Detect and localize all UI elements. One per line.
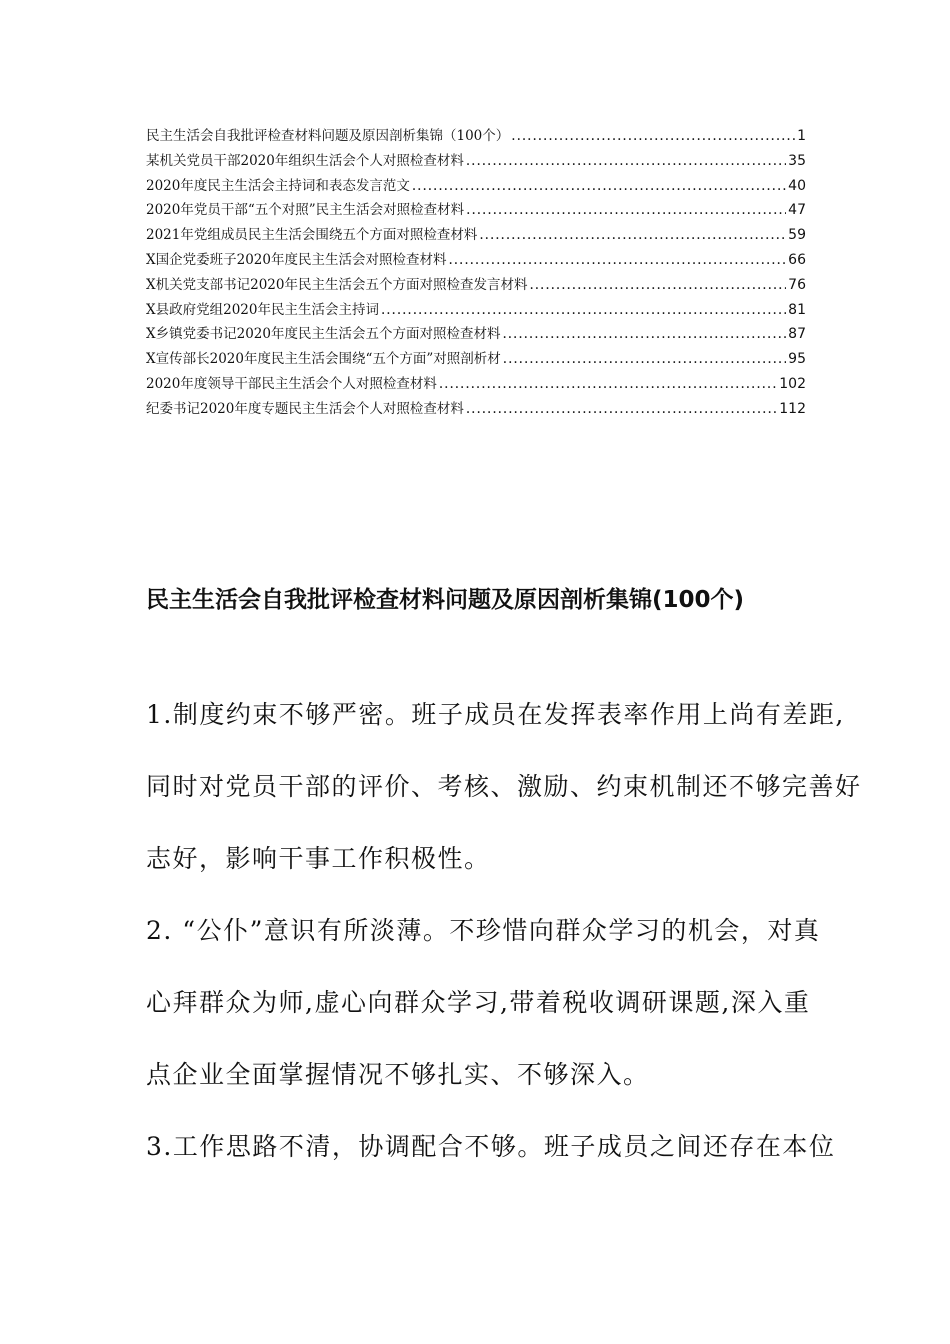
toc-entry[interactable] bbox=[146, 124, 806, 149]
toc-dot-leader bbox=[503, 347, 786, 372]
toc-entry-title: 2020年度民主生活会主持词和表态发言范文 bbox=[146, 177, 410, 194]
toc-entry[interactable] bbox=[146, 322, 806, 347]
toc-entry-page: 35 bbox=[788, 152, 806, 169]
toc-entry-title: X乡镇党委书记2020年度民主生活会五个方面对照检查材料 bbox=[146, 326, 501, 343]
body-text bbox=[146, 690, 862, 1194]
toc-entry[interactable] bbox=[146, 198, 806, 223]
toc-dot-leader bbox=[439, 372, 777, 397]
body-line: 点企业全面掌握情况不够扎实、不够深入。 bbox=[146, 1060, 650, 1089]
body-line: 1.制度约束不够严密。班子成员在发挥表率作用上尚有差距, bbox=[146, 700, 845, 729]
toc-entry[interactable] bbox=[146, 273, 806, 298]
toc-dot-leader bbox=[466, 198, 786, 223]
body-line: 同时对党员干部的评价、考核、激励、约束机制还不够完善好 bbox=[146, 772, 862, 801]
toc-entry[interactable] bbox=[146, 347, 806, 372]
toc-entry-title: X宣传部长2020年度民主生活会围绕“五个方面”对照剖析材 bbox=[146, 351, 501, 368]
toc-entry-page: 76 bbox=[788, 276, 806, 293]
body-line: 2. “公仆”意识有所淡薄。不珍惜向群众学习的机会，对真 bbox=[146, 916, 821, 945]
toc-entry-page: 102 bbox=[779, 375, 806, 392]
toc-entry-page: 66 bbox=[788, 251, 806, 268]
toc-entry-title: X县政府党组2020年民主生活会主持词 bbox=[146, 301, 379, 318]
toc-entry-title: 2020年党员干部“五个对照”民主生活会对照检查材料 bbox=[146, 202, 465, 219]
toc-entry-page: 87 bbox=[788, 326, 806, 343]
toc-entry-title: X机关党支部书记2020年民主生活会五个方面对照检查发言材料 bbox=[146, 276, 528, 293]
toc-entry-title: 某机关党员干部2020年组织生活会个人对照检查材料 bbox=[146, 152, 464, 169]
body-line: 3.工作思路不清，协调配合不够。班子成员之间还存在本位 bbox=[146, 1132, 836, 1161]
toc-dot-leader bbox=[412, 174, 786, 199]
toc-dot-leader bbox=[529, 273, 786, 298]
toc-entry[interactable] bbox=[146, 248, 806, 273]
toc-entry-title: 民主生活会自我批评检查材料问题及原因剖析集锦（100个） bbox=[146, 128, 510, 144]
toc-entry-page: 112 bbox=[779, 400, 806, 417]
toc-entry-page: 47 bbox=[788, 202, 806, 219]
table-of-contents bbox=[146, 124, 806, 422]
toc-entry-title: 2020年度领导干部民主生活会个人对照检查材料 bbox=[146, 375, 437, 392]
body-line: 志好，影响干事工作积极性。 bbox=[146, 844, 491, 873]
toc-entry[interactable] bbox=[146, 397, 806, 422]
toc-entry[interactable] bbox=[146, 223, 806, 248]
toc-entry-page: 95 bbox=[788, 351, 806, 368]
toc-entry-title: 纪委书记2020年度专题民主生活会个人对照检查材料 bbox=[146, 400, 464, 417]
toc-dot-leader bbox=[479, 223, 786, 248]
toc-entry-page: 59 bbox=[788, 227, 806, 244]
toc-entry-title: X国企党委班子2020年度民主生活会对照检查材料 bbox=[146, 251, 447, 268]
toc-entry[interactable] bbox=[146, 174, 806, 199]
toc-dot-leader bbox=[466, 397, 777, 422]
toc-entry[interactable] bbox=[146, 298, 806, 323]
toc-entry[interactable] bbox=[146, 149, 806, 174]
toc-entry[interactable] bbox=[146, 372, 806, 397]
toc-dot-leader bbox=[448, 248, 786, 273]
toc-entry-page: 40 bbox=[788, 177, 806, 194]
toc-entry-page: 81 bbox=[788, 301, 806, 318]
toc-entry-page: 1 bbox=[797, 128, 806, 144]
section-heading: 民主生活会自我批评检查材料问题及原因剖析集锦(100个) bbox=[146, 587, 745, 613]
toc-entry-title: 2021年党组成员民主生活会围绕五个方面对照检查材料 bbox=[146, 227, 478, 244]
toc-dot-leader bbox=[502, 322, 786, 347]
body-line: 心拜群众为师,虚心向群众学习,带着税收调研课题,深入重 bbox=[146, 988, 811, 1017]
toc-dot-leader bbox=[381, 298, 786, 323]
toc-dot-leader bbox=[466, 149, 786, 174]
toc-dot-leader bbox=[511, 124, 795, 149]
